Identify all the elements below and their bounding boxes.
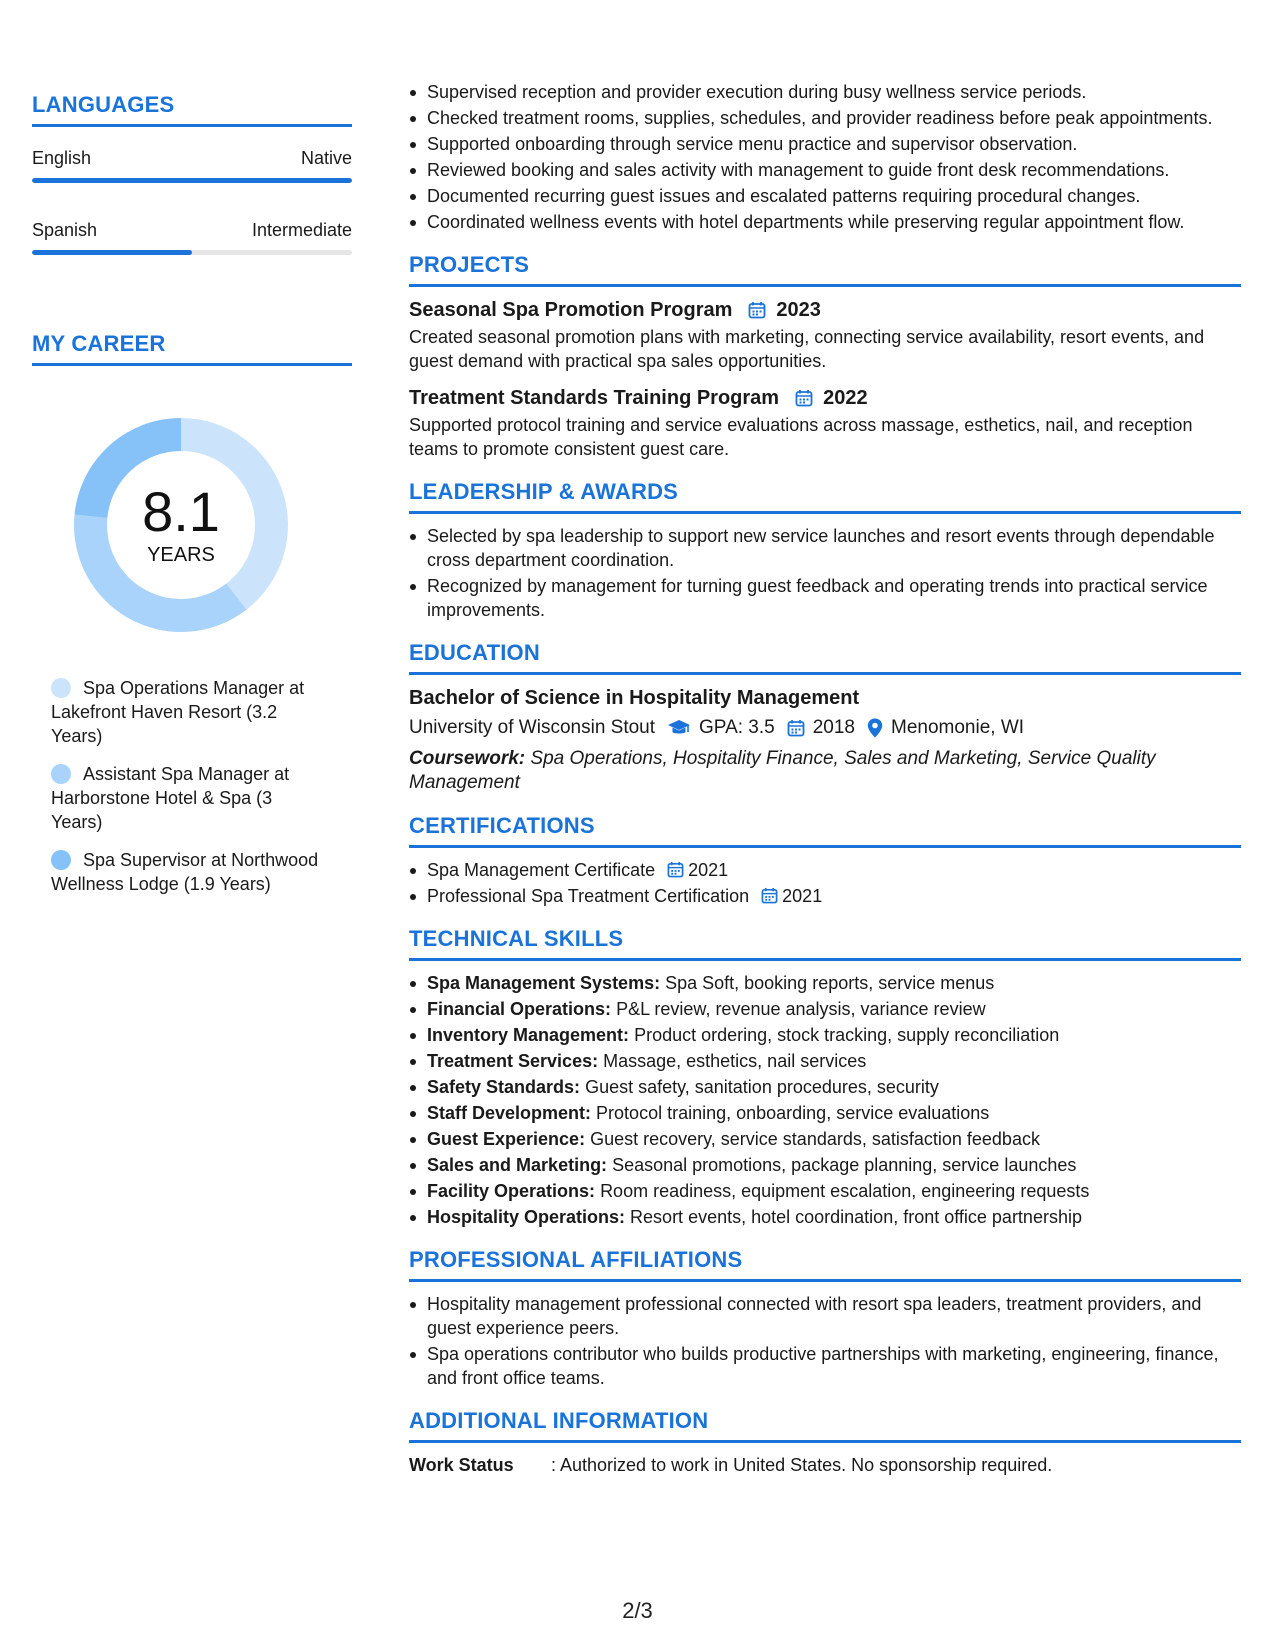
leadership-list xyxy=(409,524,1241,622)
education-school: University of Wisconsin Stout xyxy=(409,717,656,738)
skill-value: Product ordering, stock tracking, supply reconciliation xyxy=(634,1025,1060,1045)
list-item xyxy=(409,1179,1241,1203)
certification-name: Spa Management Certificate xyxy=(427,860,656,880)
skill-label: Treatment Services: xyxy=(427,1051,599,1071)
project-description: Supported protocol training and service evaluations across massage, esthetics, nail, and reception teams to promote consistent guest care. xyxy=(409,415,1193,459)
career-item-text: Spa Operations Manager at Lakefront Haven Resort (3.2 Years) xyxy=(51,678,305,746)
languages-title: LANGUAGES xyxy=(32,92,352,127)
career-dot xyxy=(51,678,71,698)
list-item: Selected by spa leadership to support new service launches and resort events through dependable cross department coordination. xyxy=(409,524,1241,572)
project-item xyxy=(409,297,1241,373)
leadership-title: LEADERSHIP & AWARDS xyxy=(409,479,1241,514)
skill-label: Financial Operations: xyxy=(427,999,612,1019)
language-bar-fill xyxy=(32,178,352,183)
projects-title: PROJECTS xyxy=(409,252,1241,287)
skill-label: Inventory Management: xyxy=(427,1025,630,1045)
education-degree: Bachelor of Science in Hospitality Management xyxy=(409,687,860,709)
education-location: Menomonie, WI xyxy=(891,717,1025,738)
list-item xyxy=(409,1049,1241,1073)
graduation-cap-icon xyxy=(667,719,691,737)
language-bar-fill xyxy=(32,250,192,255)
additional-title: ADDITIONAL INFORMATION xyxy=(409,1408,1241,1443)
career-total-years: 8.1 xyxy=(142,480,220,543)
career-item xyxy=(51,848,322,896)
certifications-list xyxy=(409,858,1241,908)
language-bar xyxy=(32,250,352,255)
list-item: Supported onboarding through service menu practice and supervisor observation. xyxy=(409,132,1241,156)
language-level: Intermediate xyxy=(251,220,352,240)
calendar-icon xyxy=(748,301,766,319)
education-coursework xyxy=(409,747,1241,795)
list-item xyxy=(409,1023,1241,1047)
work-status-value: : Authorized to work in United States. No sponsorship required. xyxy=(551,1455,1053,1475)
skill-value: Massage, esthetics, nail services xyxy=(603,1051,867,1071)
skill-label: Hospitality Operations: xyxy=(427,1207,626,1227)
language-name: Spanish xyxy=(32,220,98,240)
calendar-icon xyxy=(667,861,684,878)
list-item: Reviewed booking and sales activity with management to guide front desk recommendations. xyxy=(409,158,1241,182)
skill-label: Facility Operations: xyxy=(427,1181,596,1201)
skill-value: Resort events, hotel coordination, front office partnership xyxy=(630,1207,1082,1227)
skill-value: Spa Soft, booking reports, service menus xyxy=(665,973,995,993)
project-item xyxy=(409,385,1241,461)
certification-year: 2021 xyxy=(782,886,823,906)
skill-label: Safety Standards: xyxy=(427,1077,581,1097)
list-item xyxy=(409,971,1241,995)
calendar-icon xyxy=(795,389,813,407)
list-item xyxy=(409,884,1241,908)
experience-bullets xyxy=(409,80,1241,234)
list-item xyxy=(409,1153,1241,1177)
career-total-unit: YEARS xyxy=(147,544,215,566)
certification-year: 2021 xyxy=(688,860,729,880)
list-item: Checked treatment rooms, supplies, schedules, and provider readiness before peak appointments. xyxy=(409,106,1241,130)
language-level: Native xyxy=(300,148,352,168)
language-bar xyxy=(32,178,352,183)
list-item: Recognized by management for turning guest feedback and operating trends into practical service improvements. xyxy=(409,574,1241,622)
language-spanish xyxy=(32,219,352,255)
education-entry xyxy=(409,685,1241,795)
work-status-row xyxy=(409,1453,1241,1477)
career-title: MY CAREER xyxy=(32,331,352,366)
affiliations-title: PROFESSIONAL AFFILIATIONS xyxy=(409,1247,1241,1282)
career-item-text: Assistant Spa Manager at Harborstone Hotel & Spa (3 Years) xyxy=(51,764,290,832)
map-pin-icon xyxy=(867,718,883,738)
list-item xyxy=(409,1101,1241,1125)
calendar-icon xyxy=(761,887,778,904)
project-year: 2023 xyxy=(776,299,821,321)
skill-value: Room readiness, equipment escalation, engineering requests xyxy=(600,1181,1090,1201)
skill-label: Staff Development: xyxy=(427,1103,592,1123)
skill-value: P&L review, revenue analysis, variance review xyxy=(616,999,986,1019)
project-description: Created seasonal promotion plans with marketing, connecting service availability, resort events, and guest demand with practical spa sales opportunities. xyxy=(409,327,1205,371)
list-item xyxy=(409,997,1241,1021)
list-item: Supervised reception and provider execution during busy wellness service periods. xyxy=(409,80,1241,104)
language-name: English xyxy=(32,148,92,168)
list-item: Documented recurring guest issues and escalated patterns requiring procedural changes. xyxy=(409,184,1241,208)
sidebar xyxy=(32,92,352,910)
list-item: Coordinated wellness events with hotel departments while preserving regular appointment flow. xyxy=(409,210,1241,234)
education-year: 2018 xyxy=(812,717,855,738)
calendar-icon xyxy=(787,719,805,737)
skill-value: Guest recovery, service standards, satisfaction feedback xyxy=(590,1129,1040,1149)
certification-name: Professional Spa Treatment Certification xyxy=(427,886,750,906)
coursework-value: Spa Operations, Hospitality Finance, Sales and Marketing, Service Quality Management xyxy=(409,748,1156,793)
work-status-label: Work Status xyxy=(409,1455,514,1475)
list-item xyxy=(409,1205,1241,1229)
list-item xyxy=(409,1075,1241,1099)
career-dot xyxy=(51,764,71,784)
skill-label: Guest Experience: xyxy=(427,1129,586,1149)
project-name: Treatment Standards Training Program xyxy=(409,387,780,409)
career-donut-chart xyxy=(66,410,296,640)
language-english xyxy=(32,147,352,183)
education-title: EDUCATION xyxy=(409,640,1241,675)
career-item xyxy=(51,762,322,834)
page-number: 2/3 xyxy=(622,1598,653,1623)
skill-label: Sales and Marketing: xyxy=(427,1155,608,1175)
skill-value: Guest safety, sanitation procedures, security xyxy=(585,1077,939,1097)
skill-label: Spa Management Systems: xyxy=(427,973,661,993)
list-item xyxy=(409,1127,1241,1151)
coursework-label: Coursework: xyxy=(409,748,526,769)
career-dot xyxy=(51,850,71,870)
skills-list xyxy=(409,971,1241,1229)
career-item xyxy=(51,676,322,748)
list-item: Spa operations contributor who builds productive partnerships with marketing, engineering, finance, and front office teams. xyxy=(409,1342,1241,1390)
main-content xyxy=(409,80,1241,1477)
affiliations-list xyxy=(409,1292,1241,1390)
skill-value: Protocol training, onboarding, service evaluations xyxy=(596,1103,990,1123)
list-item: Hospitality management professional connected with resort spa leaders, treatment providers, and guest experience peers. xyxy=(409,1292,1241,1340)
skills-title: TECHNICAL SKILLS xyxy=(409,926,1241,961)
career-item-text: Spa Supervisor at Northwood Wellness Lodge (1.9 Years) xyxy=(51,850,319,894)
certifications-title: CERTIFICATIONS xyxy=(409,813,1241,848)
skill-value: Seasonal promotions, package planning, service launches xyxy=(612,1155,1077,1175)
project-name: Seasonal Spa Promotion Program xyxy=(409,299,733,321)
education-gpa: GPA: 3.5 xyxy=(699,717,775,738)
project-year: 2022 xyxy=(823,387,868,409)
list-item xyxy=(409,858,1241,882)
career-list xyxy=(32,676,322,896)
